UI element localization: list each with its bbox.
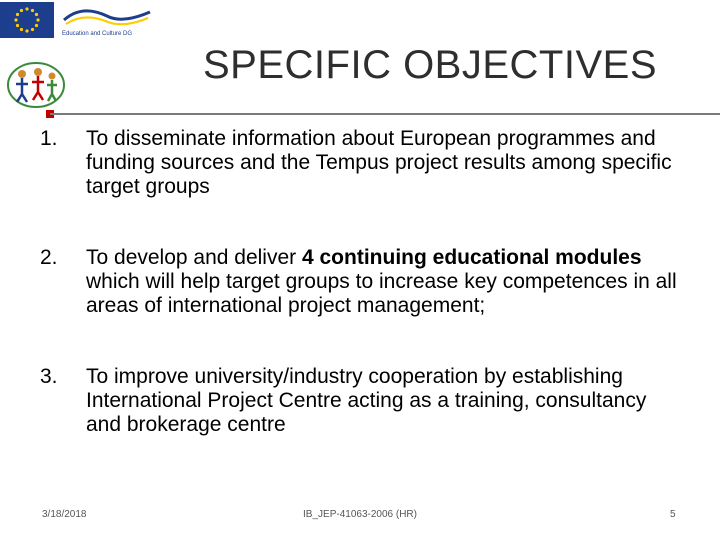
objective-text-bold: 4 continuing educational modules (301, 246, 642, 269)
objective-number: 1. (40, 127, 58, 150)
footer-project-code: IB_JEP-41063-2006 (HR) (303, 509, 417, 520)
objective-text: To improve university/industry cooperation by establishing International Project Centre acting as a training, consultancy and brokerage centre (86, 365, 647, 436)
objective-text-pre: To develop and deliver (86, 246, 302, 269)
objective-text-post: which will help target groups to increase key competences in all areas of international project management; (86, 270, 677, 317)
tempus-people-logo (4, 60, 68, 110)
objective-number: 3. (40, 365, 58, 388)
eu-flag-logo (0, 2, 54, 38)
footer-page-number: 5 (670, 509, 676, 520)
dg-caption: Education and Culture DG (62, 31, 133, 37)
objectives-list (40, 127, 680, 437)
objective-text: To disseminate information about European programmes and funding sources and the Tempus project results among specific target groups (86, 127, 672, 198)
objective-item (40, 127, 680, 199)
title-rule (50, 113, 720, 115)
footer-date: 3/18/2018 (42, 509, 87, 520)
objective-item (40, 246, 680, 318)
objective-number: 2. (40, 246, 58, 269)
page-title: SPECIFIC OBJECTIVES (202, 43, 658, 87)
objective-item (40, 365, 680, 437)
